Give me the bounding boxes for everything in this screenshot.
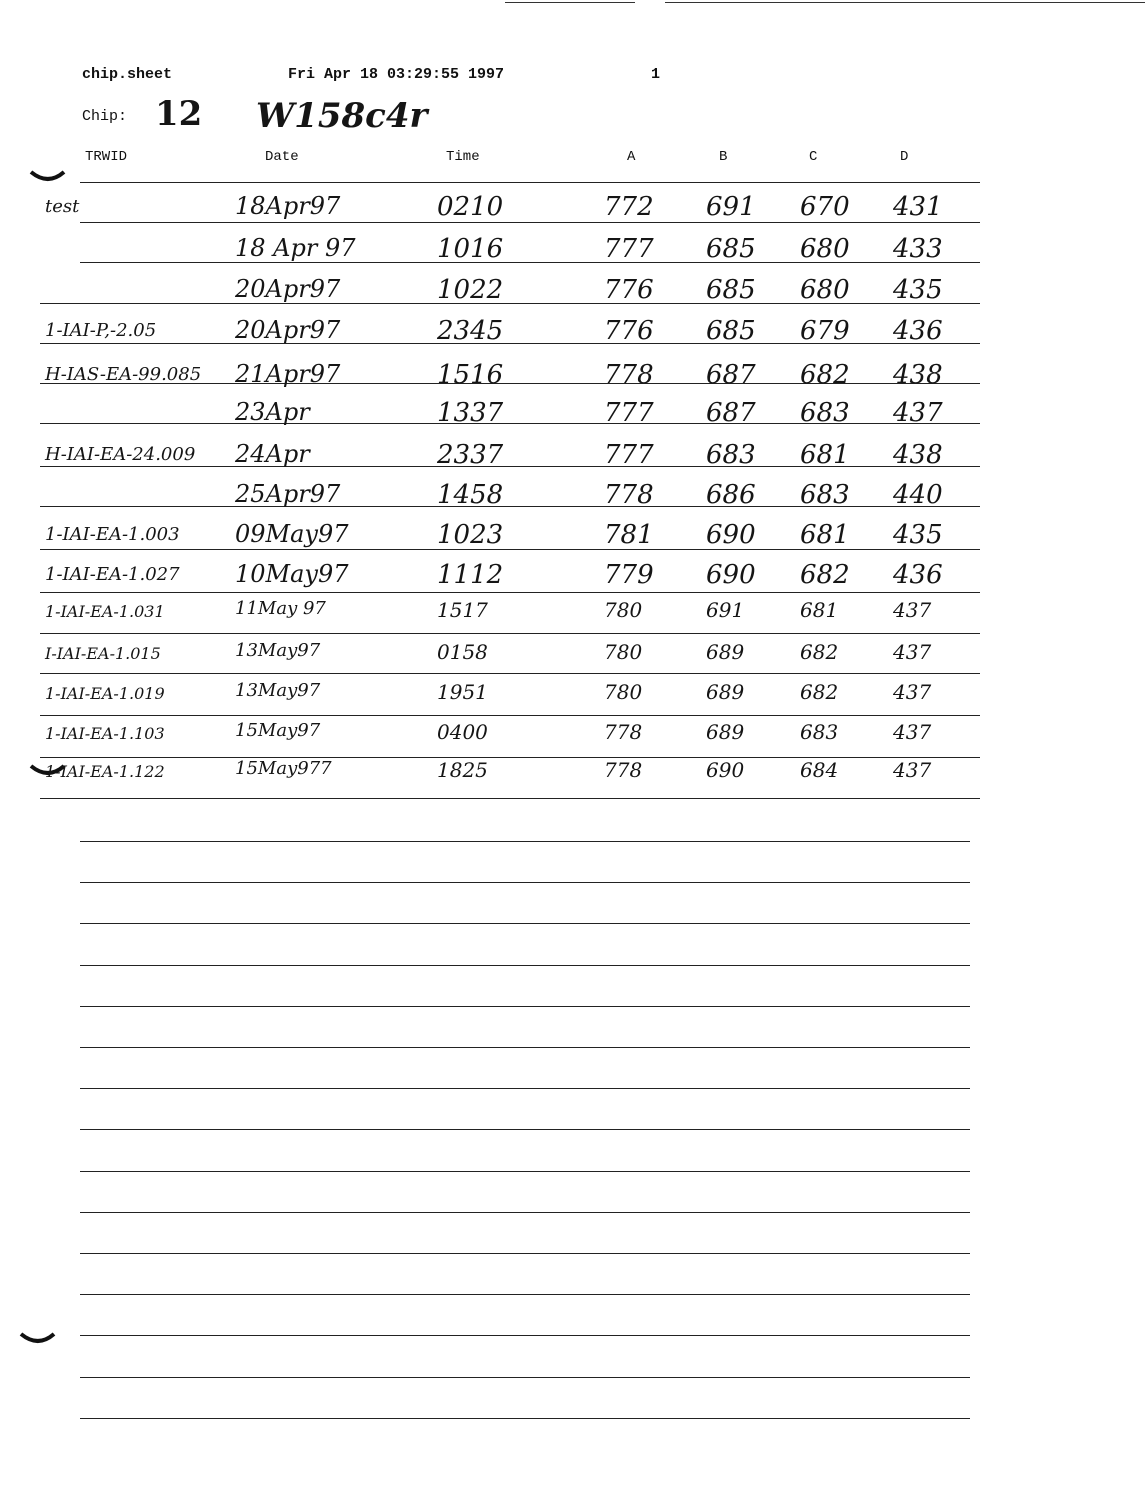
cell-b: 689 — [706, 640, 745, 664]
column-header-b: B — [719, 149, 728, 165]
cell-d: 435 — [893, 275, 943, 305]
cell-b: 690 — [706, 758, 745, 782]
blank-rule-line — [80, 1253, 970, 1254]
blank-rule-line — [80, 1171, 970, 1172]
cell-d: 431 — [893, 192, 943, 222]
blank-rule-line — [80, 1006, 970, 1007]
cell-a: 777 — [604, 234, 654, 264]
cell-time: 0210 — [437, 192, 504, 222]
blank-rule-line — [80, 965, 970, 966]
cell-d: 437 — [893, 640, 932, 664]
cell-date: 13May97 — [235, 640, 321, 661]
cell-c: 683 — [800, 720, 839, 744]
cell-a: 778 — [604, 360, 654, 390]
cell-time: 2337 — [437, 440, 504, 470]
table-rule-line — [40, 798, 980, 799]
column-header-c: C — [809, 149, 818, 165]
hole-punch-mark — [28, 166, 68, 190]
cell-date: 18 Apr 97 — [235, 234, 356, 262]
cell-d: 435 — [893, 520, 943, 550]
cell-date: 15May97 — [235, 720, 321, 741]
cell-b: 689 — [706, 680, 745, 704]
cell-d: 437 — [893, 720, 932, 744]
cell-a: 778 — [604, 758, 643, 782]
table-rule-line — [40, 673, 980, 674]
blank-rule-line — [80, 1418, 970, 1419]
cell-trwid: 1-IAI-EA-1.122 — [45, 762, 165, 781]
cell-time: 1022 — [437, 275, 504, 305]
cell-trwid: H-IAI-EA-24.009 — [45, 444, 196, 465]
cell-b: 683 — [706, 440, 756, 470]
cell-c: 682 — [800, 680, 839, 704]
cell-time: 1112 — [437, 560, 504, 590]
cell-b: 691 — [706, 598, 745, 622]
blank-rule-line — [80, 841, 970, 842]
cell-c: 679 — [800, 316, 850, 346]
blank-rule-line — [80, 1294, 970, 1295]
cell-time: 1951 — [437, 680, 488, 704]
cell-a: 776 — [604, 316, 654, 346]
cell-c: 683 — [800, 398, 850, 428]
blank-rule-line — [80, 1377, 970, 1378]
table-rule-line — [40, 757, 980, 758]
cell-c: 680 — [800, 275, 850, 305]
cell-c: 681 — [800, 520, 850, 550]
cell-c: 680 — [800, 234, 850, 264]
cell-d: 437 — [893, 680, 932, 704]
cell-a: 777 — [604, 398, 654, 428]
cell-date: 13May97 — [235, 680, 321, 701]
column-header-a: A — [627, 149, 636, 165]
cell-date: 24Apr — [235, 440, 310, 468]
cell-time: 1825 — [437, 758, 488, 782]
cell-trwid: 1-IAI-EA-1.027 — [45, 564, 180, 585]
cell-b: 689 — [706, 720, 745, 744]
table-rule-line — [80, 182, 980, 183]
scan-edge-line — [505, 2, 635, 3]
cell-date: 20Apr97 — [235, 275, 341, 303]
cell-b: 685 — [706, 316, 756, 346]
chip-number: 12 — [155, 94, 203, 134]
cell-c: 682 — [800, 640, 839, 664]
blank-rule-line — [80, 1047, 970, 1048]
column-header-d: D — [900, 149, 909, 165]
cell-trwid: 1-IAI-EA-1.003 — [45, 524, 180, 545]
cell-date: 18Apr97 — [235, 192, 341, 220]
cell-c: 682 — [800, 560, 850, 590]
cell-d: 436 — [893, 560, 943, 590]
column-header-time: Time — [446, 149, 480, 165]
cell-b: 690 — [706, 520, 756, 550]
cell-d: 440 — [893, 480, 943, 510]
cell-a: 780 — [604, 598, 643, 622]
cell-date: 15May977 — [235, 758, 332, 779]
cell-c: 684 — [800, 758, 839, 782]
cell-trwid: H-IAS-EA-99.085 — [45, 364, 202, 385]
cell-date: 09May97 — [235, 520, 349, 548]
page-number: 1 — [651, 66, 661, 83]
blank-rule-line — [80, 1129, 970, 1130]
cell-time: 0400 — [437, 720, 488, 744]
table-rule-line — [80, 222, 980, 223]
cell-d: 437 — [893, 598, 932, 622]
cell-time: 1458 — [437, 480, 504, 510]
blank-rule-line — [80, 1212, 970, 1213]
cell-time: 1016 — [437, 234, 504, 264]
table-rule-line — [40, 633, 980, 634]
cell-b: 687 — [706, 360, 756, 390]
cell-a: 780 — [604, 640, 643, 664]
blank-rule-line — [80, 1088, 970, 1089]
cell-date: 21Apr97 — [235, 360, 341, 388]
cell-b: 691 — [706, 192, 756, 222]
cell-a: 778 — [604, 480, 654, 510]
cell-date: 25Apr97 — [235, 480, 341, 508]
cell-time: 1023 — [437, 520, 504, 550]
cell-trwid: 1-IAI-EA-1.103 — [45, 724, 165, 743]
cell-time: 1517 — [437, 598, 488, 622]
wafer-id: W158c4r — [256, 96, 428, 136]
table-rule-line — [40, 592, 980, 593]
cell-a: 778 — [604, 720, 643, 744]
cell-c: 681 — [800, 598, 839, 622]
cell-trwid: test — [45, 196, 80, 217]
cell-a: 779 — [604, 560, 654, 590]
cell-a: 781 — [604, 520, 654, 550]
blank-rule-line — [80, 1335, 970, 1336]
cell-time: 0158 — [437, 640, 488, 664]
blank-rule-line — [80, 882, 970, 883]
cell-trwid: 1-IAI-EA-1.019 — [45, 684, 165, 703]
cell-a: 772 — [604, 192, 654, 222]
cell-d: 433 — [893, 234, 943, 264]
cell-d: 436 — [893, 316, 943, 346]
cell-date: 10May97 — [235, 560, 349, 588]
cell-b: 685 — [706, 234, 756, 264]
cell-b: 685 — [706, 275, 756, 305]
cell-d: 437 — [893, 398, 943, 428]
chip-label: Chip: — [82, 108, 128, 125]
cell-a: 776 — [604, 275, 654, 305]
hole-punch-mark — [18, 1328, 58, 1352]
column-header-date: Date — [265, 149, 299, 165]
cell-c: 683 — [800, 480, 850, 510]
sheet-timestamp: Fri Apr 18 03:29:55 1997 — [288, 66, 505, 83]
sheet-filename: chip.sheet — [82, 66, 173, 83]
cell-time: 2345 — [437, 316, 504, 346]
cell-date: 23Apr — [235, 398, 310, 426]
scan-edge-line — [665, 2, 1145, 3]
column-header-trwid: TRWID — [85, 149, 128, 165]
blank-rule-line — [80, 923, 970, 924]
cell-d: 437 — [893, 758, 932, 782]
table-rule-line — [40, 715, 980, 716]
cell-b: 687 — [706, 398, 756, 428]
cell-a: 777 — [604, 440, 654, 470]
cell-b: 690 — [706, 560, 756, 590]
cell-time: 1516 — [437, 360, 504, 390]
cell-a: 780 — [604, 680, 643, 704]
cell-c: 682 — [800, 360, 850, 390]
cell-time: 1337 — [437, 398, 504, 428]
cell-trwid: 1-IAI-P,-2.05 — [45, 320, 157, 341]
cell-date: 20Apr97 — [235, 316, 341, 344]
cell-date: 11May 97 — [235, 598, 326, 619]
cell-d: 438 — [893, 360, 943, 390]
cell-c: 681 — [800, 440, 850, 470]
cell-trwid: I-IAI-EA-1.015 — [45, 644, 161, 663]
cell-b: 686 — [706, 480, 756, 510]
cell-d: 438 — [893, 440, 943, 470]
cell-c: 670 — [800, 192, 850, 222]
cell-trwid: 1-IAI-EA-1.031 — [45, 602, 165, 621]
